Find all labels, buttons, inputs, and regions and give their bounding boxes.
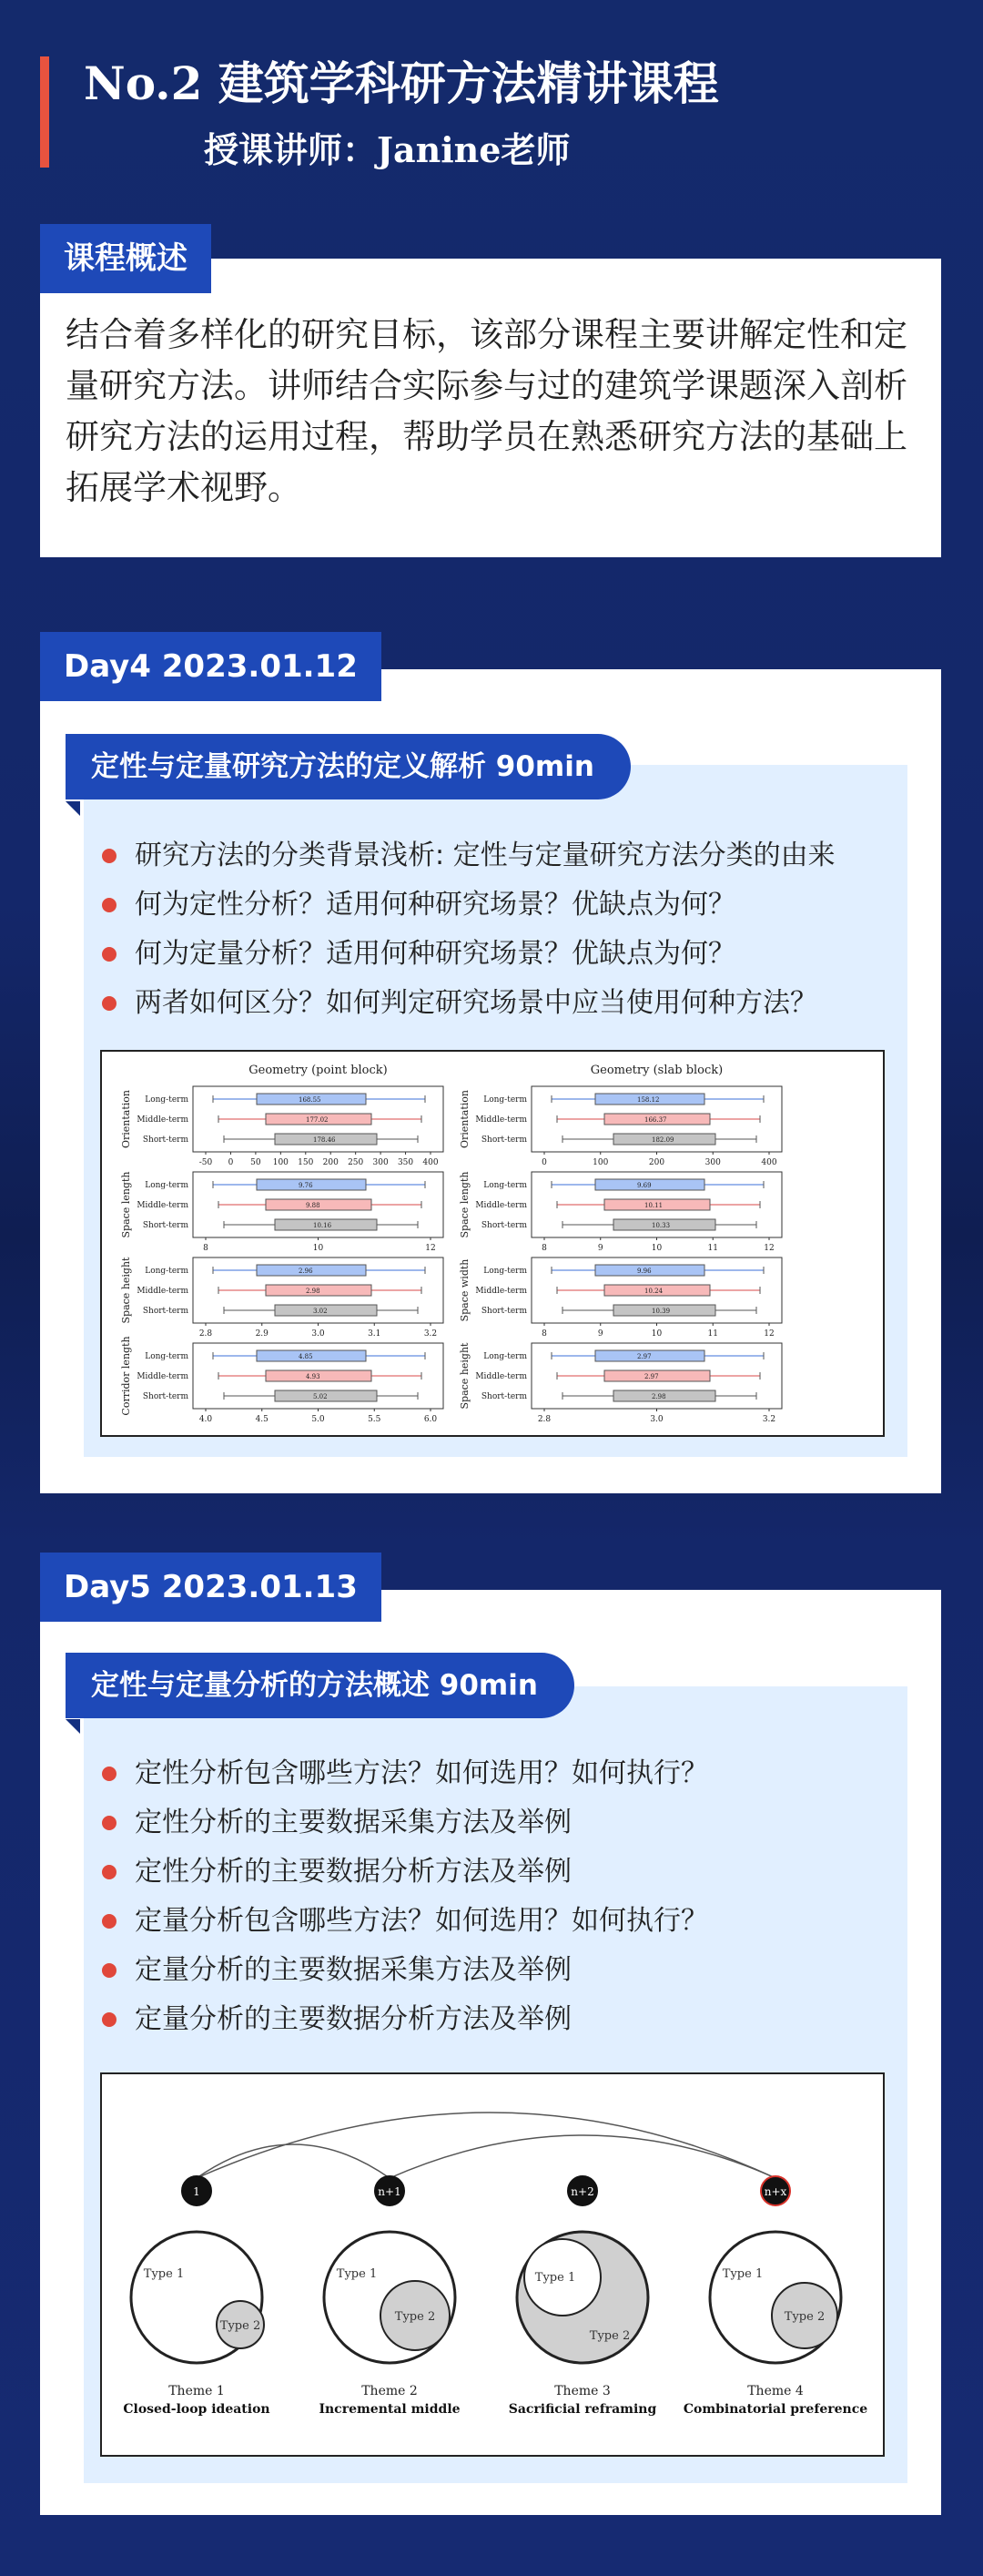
- axis-tick-label: 2.9: [255, 1329, 269, 1339]
- day5-bullet-6: 定量分析的主要数据分析方法及举例: [102, 1995, 708, 2044]
- boxplot-figure: [102, 1052, 883, 1435]
- axis-tick-label: 8: [542, 1329, 547, 1339]
- theme-number: Theme 3: [554, 2384, 611, 2398]
- figure-panel-ylabel: Space height: [120, 1257, 132, 1324]
- boxplot-median-label: 2.97: [644, 1373, 659, 1380]
- axis-tick-label: 50: [250, 1158, 261, 1167]
- axis-tick-label: 12: [425, 1244, 436, 1253]
- boxplot-median-label: 10.39: [652, 1308, 671, 1315]
- axis-tick-label: 100: [593, 1158, 609, 1167]
- figure-column-title: Geometry (point block): [248, 1064, 388, 1077]
- type2-label: Type 2: [784, 2310, 826, 2324]
- type1-label: Type 1: [336, 2267, 378, 2281]
- axis-tick-label: 12: [764, 1244, 775, 1253]
- boxplot-median-label: 5.02: [313, 1393, 328, 1400]
- theme-name: Incremental middle: [319, 2402, 461, 2417]
- day5-bullet-list: [102, 1749, 708, 2044]
- axis-tick-label: 0: [228, 1158, 234, 1167]
- day4-bullet-1: 研究方法的分类背景浅析: 定性与定量研究方法分类的由来: [102, 831, 836, 881]
- boxplot-median-label: 10.16: [313, 1222, 332, 1229]
- bullet-dot-icon: [102, 996, 117, 1011]
- figure-row-label: Long-term: [145, 1352, 188, 1361]
- boxplot-median-label: 178.46: [313, 1136, 336, 1144]
- iteration-node-label: 1: [193, 2185, 200, 2198]
- axis-tick-label: 3.1: [368, 1329, 381, 1339]
- axis-tick-label: 5.5: [368, 1415, 381, 1424]
- bullet-dot-icon: [102, 1914, 117, 1929]
- theme-name: Combinatorial preference: [683, 2402, 868, 2417]
- day5-tag: Day5 2023.01.13: [40, 1553, 381, 1622]
- type2-label: Type 2: [394, 2310, 436, 2324]
- axis-tick-label: 3.2: [762, 1415, 776, 1424]
- boxplot-median-label: 168.55: [299, 1096, 321, 1104]
- axis-tick-label: 3.0: [311, 1329, 325, 1339]
- figure-row-label: Long-term: [483, 1181, 527, 1190]
- bullet-dot-icon: [102, 898, 117, 912]
- bullet-dot-icon: [102, 947, 117, 962]
- figure-row-label: Middle-term: [137, 1115, 188, 1125]
- day4-bullet-list: [102, 831, 836, 1028]
- day4-bullet-2: 何为定性分析？适用何种研究场景？优缺点为何？: [102, 881, 836, 930]
- axis-tick-label: 8: [542, 1244, 547, 1253]
- axis-tick-label: 400: [761, 1158, 777, 1167]
- figure-panel-ylabel: Space length: [120, 1171, 132, 1238]
- theme-number: Theme 2: [361, 2384, 418, 2398]
- day4-tag: Day4 2023.01.12: [40, 632, 381, 701]
- day5-bullet-4: 定量分析包含哪些方法？如何选用？如何执行？: [102, 1897, 708, 1946]
- figure-row-label: Short-term: [481, 1221, 527, 1230]
- theme-name: Sacrificial reframing: [508, 2402, 657, 2417]
- figure-row-label: Long-term: [145, 1181, 188, 1190]
- figure-row-label: Middle-term: [475, 1201, 527, 1210]
- axis-tick-label: 2.8: [537, 1415, 552, 1424]
- axis-tick-label: 200: [648, 1158, 665, 1167]
- axis-tick-label: 9: [597, 1329, 603, 1339]
- boxplot-median-label: 177.02: [306, 1116, 329, 1124]
- axis-tick-label: 300: [372, 1158, 389, 1167]
- figure-row-label: Short-term: [142, 1392, 188, 1401]
- iteration-node-label: n+x: [764, 2185, 787, 2198]
- day5-bullet-2: 定性分析的主要数据采集方法及举例: [102, 1798, 708, 1848]
- figure-row-label: Middle-term: [475, 1372, 527, 1381]
- theme-number: Theme 1: [168, 2384, 225, 2398]
- boxplot-median-label: 9.88: [306, 1202, 320, 1209]
- day5-session-title: 定性与定量分析的方法概述 90min: [66, 1653, 574, 1718]
- boxplot-median-label: 158.12: [637, 1096, 660, 1104]
- iteration-node-label: n+2: [571, 2185, 594, 2198]
- boxplot-median-label: 4.93: [306, 1373, 320, 1380]
- figure-row-label: Long-term: [483, 1267, 527, 1276]
- boxplot-median-label: 10.33: [652, 1222, 671, 1229]
- instructor-subtitle: 授课讲师：Janine老师: [204, 129, 571, 170]
- boxplot-median-label: 2.98: [652, 1393, 666, 1400]
- boxplot-median-label: 182.09: [652, 1136, 674, 1144]
- axis-tick-label: 350: [397, 1158, 414, 1167]
- axis-tick-label: 400: [422, 1158, 439, 1167]
- figure-row-label: Short-term: [481, 1307, 527, 1316]
- axis-tick-label: 10: [312, 1244, 324, 1253]
- axis-tick-label: 0: [542, 1158, 547, 1167]
- figure-row-label: Middle-term: [475, 1287, 527, 1296]
- day4-pill-tail: [66, 801, 80, 816]
- bullet-dot-icon: [102, 1767, 117, 1781]
- figure-row-label: Short-term: [142, 1221, 188, 1230]
- axis-tick-label: 9: [597, 1244, 603, 1253]
- theme-number: Theme 4: [747, 2384, 804, 2398]
- axis-tick-label: 4.0: [198, 1415, 213, 1424]
- axis-tick-label: 11: [707, 1329, 718, 1339]
- axis-tick-label: 10: [651, 1244, 663, 1253]
- bullet-dot-icon: [102, 1816, 117, 1830]
- overview-text: 结合着多样化的研究目标，该部分课程主要讲解定性和定量研究方法。讲师结合实际参与过的建筑学课题深入剖析研究方法的运用过程，帮助学员在熟悉研究方法的基础上拓展学术视野。: [66, 315, 907, 507]
- figure-row-label: Short-term: [481, 1135, 527, 1145]
- axis-tick-label: 2.8: [198, 1329, 213, 1339]
- axis-tick-label: 5.0: [311, 1415, 325, 1424]
- connector-arc: [197, 2144, 390, 2178]
- boxplot-median-label: 10.24: [644, 1288, 664, 1295]
- boxplot-median-label: 10.11: [644, 1202, 664, 1209]
- figure-row-label: Short-term: [481, 1392, 527, 1401]
- axis-tick-label: 300: [704, 1158, 721, 1167]
- type2-label: Type 2: [219, 2319, 261, 2333]
- themes-diagram: [102, 2074, 883, 2455]
- day4-session-title: 定性与定量研究方法的定义解析 90min: [66, 734, 631, 799]
- day5-bullet-1: 定性分析包含哪些方法？如何选用？如何执行？: [102, 1749, 708, 1798]
- figure-row-label: Long-term: [483, 1352, 527, 1361]
- boxplot-median-label: 3.02: [313, 1308, 328, 1315]
- theme-name: Closed-loop ideation: [123, 2402, 270, 2417]
- axis-tick-label: 200: [322, 1158, 339, 1167]
- header-accent-bar: [40, 56, 49, 168]
- overview-tag: 课程概述: [40, 224, 211, 293]
- day4-figure-frame: [100, 1050, 885, 1437]
- figure-panel-ylabel: Orientation: [120, 1089, 132, 1149]
- axis-tick-label: 10: [651, 1329, 663, 1339]
- boxplot-median-label: 2.97: [637, 1353, 652, 1360]
- boxplot-median-label: 2.96: [299, 1268, 313, 1275]
- boxplot-median-label: 9.69: [637, 1182, 652, 1189]
- type1-label: Type 1: [722, 2267, 764, 2281]
- figure-row-label: Long-term: [483, 1095, 527, 1105]
- boxplot-median-label: 166.37: [644, 1116, 667, 1124]
- figure-panel-ylabel: Space height: [459, 1342, 471, 1410]
- figure-row-label: Long-term: [145, 1095, 188, 1105]
- boxplot-median-label: 4.85: [299, 1353, 313, 1360]
- figure-panel-ylabel: Corridor length: [120, 1336, 132, 1416]
- figure-row-label: Middle-term: [137, 1372, 188, 1381]
- axis-tick-label: 100: [272, 1158, 289, 1167]
- boxplot-median-label: 2.98: [306, 1288, 320, 1295]
- day5-bullet-5: 定量分析的主要数据采集方法及举例: [102, 1946, 708, 1995]
- type2-label: Type 2: [589, 2329, 631, 2343]
- axis-tick-label: 3.0: [650, 1415, 664, 1424]
- figure-row-label: Long-term: [145, 1267, 188, 1276]
- axis-tick-label: 3.2: [423, 1329, 438, 1339]
- day4-bullet-4: 两者如何区分？如何判定研究场景中应当使用何种方法？: [102, 979, 836, 1028]
- bullet-dot-icon: [102, 1963, 117, 1978]
- axis-tick-label: 4.5: [255, 1415, 269, 1424]
- connector-arc: [390, 2135, 775, 2178]
- axis-tick-label: 150: [298, 1158, 314, 1167]
- iteration-node-label: n+1: [378, 2185, 401, 2198]
- figure-row-label: Middle-term: [475, 1115, 527, 1125]
- figure-row-label: Short-term: [142, 1307, 188, 1316]
- figure-row-label: Middle-term: [137, 1201, 188, 1210]
- boxplot-median-label: 9.76: [299, 1182, 313, 1189]
- bullet-dot-icon: [102, 849, 117, 863]
- boxplot-median-label: 9.96: [637, 1268, 652, 1275]
- type1-label: Type 1: [143, 2267, 185, 2281]
- day4-bullet-3: 何为定量分析？适用何种研究场景？优缺点为何？: [102, 930, 836, 979]
- figure-row-label: Middle-term: [137, 1287, 188, 1296]
- figure-panel-ylabel: Space length: [459, 1171, 471, 1238]
- day5-figure-frame: [100, 2072, 885, 2457]
- figure-panel-ylabel: Space width: [459, 1258, 471, 1322]
- bullet-dot-icon: [102, 2012, 117, 2027]
- axis-tick-label: 8: [203, 1244, 208, 1253]
- axis-tick-label: 6.0: [423, 1415, 438, 1424]
- axis-tick-label: -50: [198, 1158, 213, 1167]
- page-title: No.2 建筑学科研方法精讲课程: [84, 56, 719, 110]
- axis-tick-label: 12: [764, 1329, 775, 1339]
- type1-label: Type 1: [534, 2271, 576, 2285]
- figure-column-title: Geometry (slab block): [590, 1064, 724, 1077]
- day5-pill-tail: [66, 1719, 80, 1734]
- figure-row-label: Short-term: [142, 1135, 188, 1145]
- figure-panel-ylabel: Orientation: [459, 1089, 471, 1149]
- axis-tick-label: 250: [348, 1158, 364, 1167]
- bullet-dot-icon: [102, 1865, 117, 1879]
- axis-tick-label: 11: [707, 1244, 718, 1253]
- day5-bullet-3: 定性分析的主要数据分析方法及举例: [102, 1848, 708, 1897]
